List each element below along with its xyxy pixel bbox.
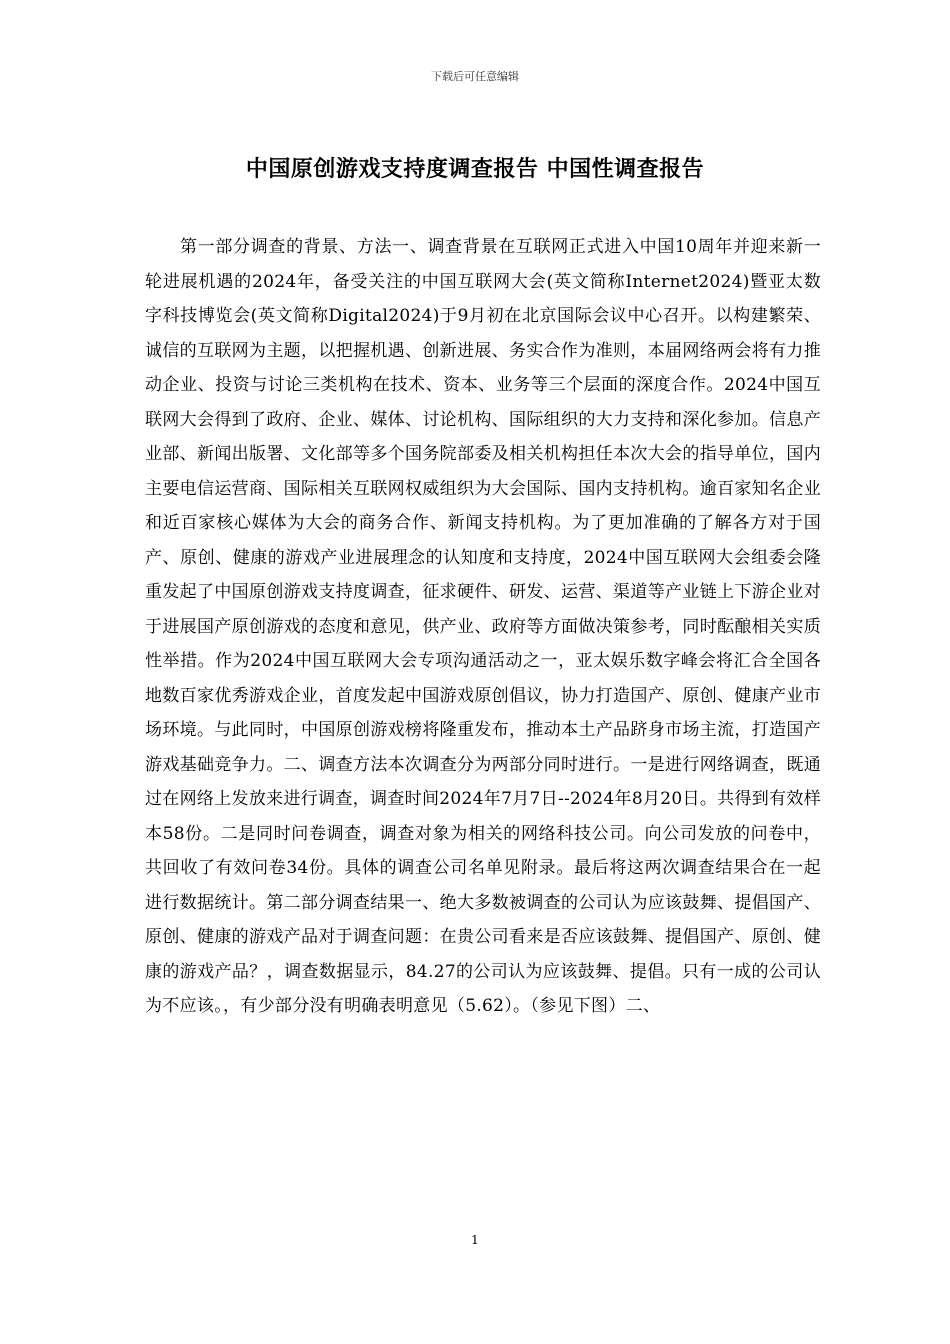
page-title: 中国原创游戏支持度调查报告 中国性调查报告 bbox=[245, 157, 705, 182]
header-note: 下载后可任意编辑 bbox=[431, 70, 519, 83]
body-paragraph: 第一部分调查的背景、方法一、调查背景在互联网正式进入中国10周年并迎来新一轮进展机遇的2024年，备受关注的中国互联网大会(英文简称Internet2024)暨亚太数字科技博览会(英文简称Digital2024)于9月初在北京国际会议中心召开。以构建繁荣、诚信的互联网为主题，以把握机遇、创新进展、务实合作为准则，本届网络两会将有力推动企业、投资与讨论三类机构在技术、资本、业务等三个层面的深度合作。2024中国互联网大会得到了政府、企业、媒体、讨论机构、国际组织的大力支持和深化参加。信息产业部、新闻出版署、文化部等多个国务院部委及相关机构担任本次大会的指导单位，国内主要电信运营商、国际相关互联网权威组织为大会国际、国内支持机构。逾百家知名企业和近百家核心媒体为大会的商务合作、新闻支持机构。为了更加准确的了解各方对于国产、原创、健康的游戏产业进展理念的认知度和支持度，2024中国互联网大会组委会隆重发起了中国原创游戏支持度调查，征求硬件、研发、运营、渠道等产业链上下游企业对于进展国产原创游戏的态度和意见，供产业、政府等方面做决策参考，同时酝酿相关实质性举措。作为2024中国互联网大会专项沟通活动之一，亚太娱乐数字峰会将汇合全国各地数百家优秀游戏企业，首度发起中国游戏原创倡议，协力打造国产、原创、健康产业市场环境。与此同时，中国原创游戏榜将隆重发布，推动本土产品跻身市场主流，打造国产游戏基础竞争力。二、调查方法本次调查分为两部分同时进行。一是进行网络调查，既通过在网络上发放来进行调查，调查时间2024年7月7日--2024年8月20日。共得到有效样本58份。二是同时问卷调查，调查对象为相关的网络科技公司。向公司发放的问卷中，共回收了有效问卷34份。具体的调查公司名单见附录。最后将这两次调查结果合在一起进行数据统计。第二部分调查结果一、绝大多数被调查的公司认为应该鼓舞、提倡国产、原创、健康的游戏产品对于调查问题：在贵公司看来是否应该鼓舞、提倡国产、原创、健康的游戏产品？，调查数据显示，84.27的公司认为应该鼓舞、提倡。只有一成的公司认为不应该。，有少部分没有明确表明意见（5.62）。（参见下图）二、 bbox=[145, 237, 821, 1016]
page-number: 1 bbox=[471, 1233, 479, 1247]
